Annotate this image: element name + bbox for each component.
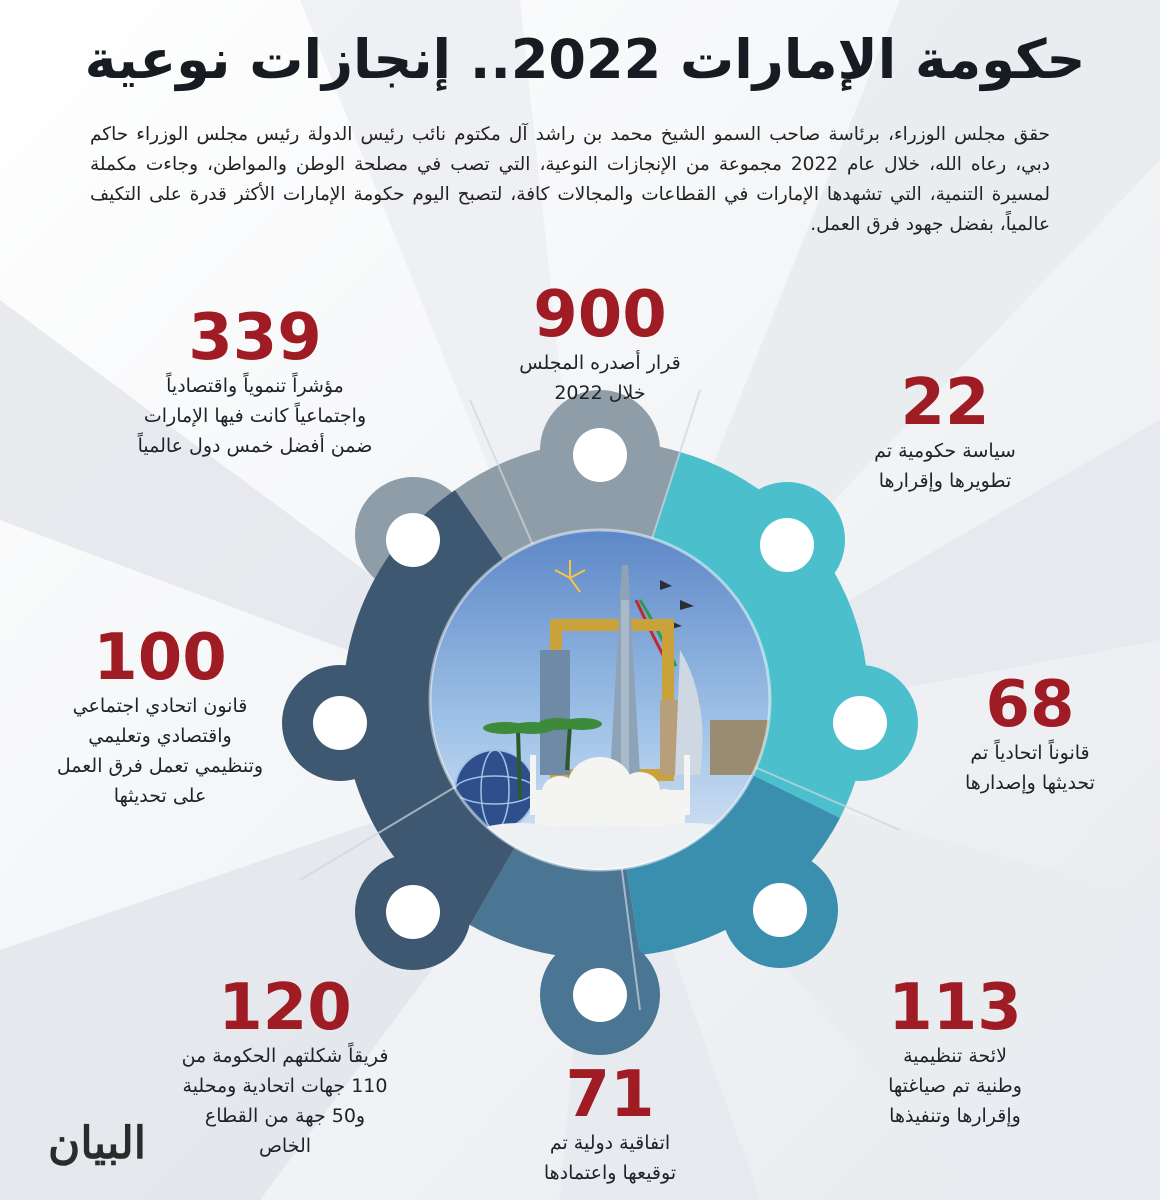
stat-description: لائحة تنظيمية وطنية تم صياغتها وإقرارها وتنفيذها bbox=[888, 1045, 1022, 1127]
stat-number: 71 bbox=[565, 1058, 655, 1132]
dot-top-left bbox=[386, 513, 440, 567]
stat-teams bbox=[140, 971, 430, 1161]
stat-indicators bbox=[110, 301, 400, 461]
stat-description: قانون اتحادي اجتماعي واقتصادي وتعليمي وتنظيمي تعمل فرق العمل على تحديثها bbox=[56, 695, 264, 807]
stat-description: فريقاً شكلتهم الحكومة من 110 جهات اتحادية ومحلية و50 جهة من القطاع الخاص bbox=[181, 1045, 389, 1157]
stat-number: 900 bbox=[533, 278, 667, 352]
stat-number: 113 bbox=[888, 971, 1022, 1045]
dot-top-right bbox=[760, 518, 814, 572]
page-title: حكومة الإمارات 2022.. إنجازات نوعية bbox=[84, 28, 1086, 91]
stat-decisions bbox=[490, 278, 710, 408]
stat-number: 100 bbox=[93, 621, 227, 695]
intro-paragraph: حقق مجلس الوزراء، برئاسة صاحب السمو الشيخ محمد بن راشد آل مكتوم نائب رئيس الدولة رئيس مجلس الوزراء حاكم دبي، رعاه الله، خلال عام 2022 مجموعة من الإنجازات النوعية، التي تصب في مصلحة الوطن والمواطن، وجاءت مكملة لمسيرة التنمية، التي تشهدها الإمارات في القطاعات والمجالات كافة، لتصبح اليوم حكومة الإمارات الأكثر قدرة على التكيف عالمياً، بفضل جهود فرق العمل. bbox=[90, 124, 1050, 235]
stat-updated-laws bbox=[925, 668, 1135, 798]
stat-regulations bbox=[840, 971, 1070, 1131]
stat-number: 22 bbox=[900, 366, 990, 440]
stat-number: 68 bbox=[985, 668, 1075, 742]
stat-number: 339 bbox=[188, 301, 322, 375]
stat-description: قرار أصدره المجلس خلال 2022 bbox=[519, 352, 681, 404]
dot-bottom-left bbox=[386, 885, 440, 939]
stat-number: 120 bbox=[218, 971, 352, 1045]
albayan-logo: البيان bbox=[48, 1118, 146, 1169]
dot-bottom-right bbox=[753, 883, 807, 937]
dot-bottom bbox=[573, 968, 627, 1022]
dot-right bbox=[833, 696, 887, 750]
stat-description: اتفاقية دولية تم توقيعها واعتمادها bbox=[543, 1132, 677, 1184]
stat-federal-laws bbox=[30, 621, 290, 811]
stat-description: سياسة حكومية تم تطويرها وإقرارها bbox=[874, 440, 1016, 492]
stat-agreements bbox=[510, 1058, 710, 1188]
dot-top bbox=[573, 428, 627, 482]
dot-left bbox=[313, 696, 367, 750]
stat-description: قانوناً اتحادياً تم تحديثها وإصدارها bbox=[965, 742, 1095, 794]
stat-policies bbox=[830, 366, 1060, 496]
stat-description: مؤشراً تنموياً واقتصادياً واجتماعياً كانت فيها الإمارات ضمن أفضل خمس دول عالمياً bbox=[137, 375, 373, 457]
